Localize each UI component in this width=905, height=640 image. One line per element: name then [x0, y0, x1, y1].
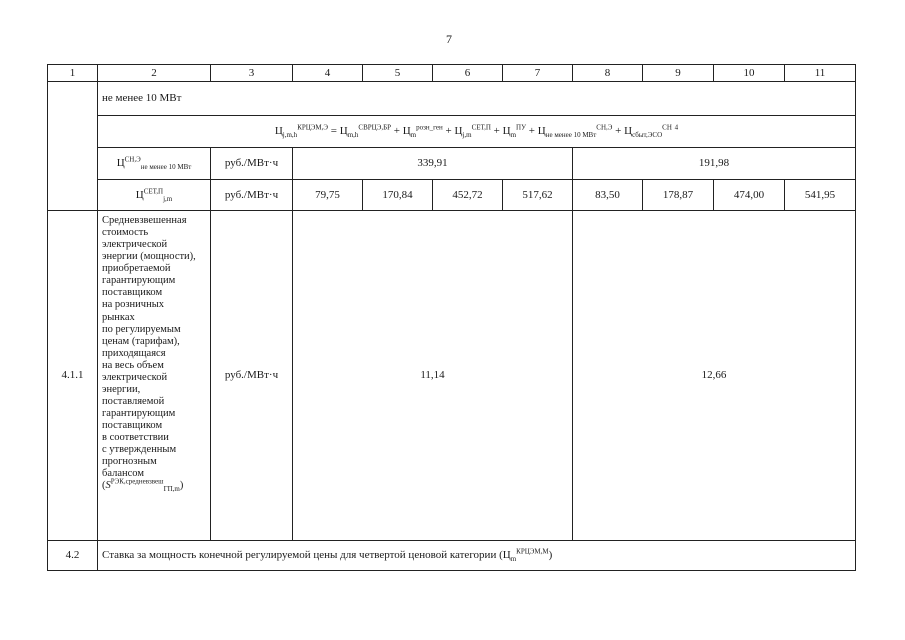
sn-unit: руб./МВт·ч: [211, 148, 293, 180]
row-value-b: 12,66: [573, 211, 856, 541]
page-number: 7: [446, 32, 452, 46]
col-header: 7: [503, 65, 573, 82]
col-header: 1: [48, 65, 98, 82]
footnote-marker: 4: [674, 123, 679, 132]
col-header: 4: [293, 65, 363, 82]
set-value: 474,00: [714, 180, 785, 211]
section-label: не менее 10 МВт: [98, 82, 856, 116]
set-symbol: $Ц^{СЕТ,П}_{j,m}$: [98, 180, 211, 211]
col-header: 3: [211, 65, 293, 82]
set-value: 170,84: [363, 180, 433, 211]
set-value: 541,95: [785, 180, 856, 211]
row-value-a: 11,14: [293, 211, 573, 541]
row-4-2-text: Ставка за мощность конечной регулируемой цены для четвертой ценовой категории $(Ц_m^{КРЦЭМ,М})$: [98, 541, 856, 571]
sn-value-b: 191,98: [573, 148, 856, 180]
set-value: 517,62: [503, 180, 573, 211]
column-number-row: [48, 65, 856, 82]
set-value: 83,50: [573, 180, 643, 211]
row-number: 4.2: [48, 541, 98, 571]
col-header: 8: [573, 65, 643, 82]
col-header: 2: [98, 65, 211, 82]
set-value: 452,72: [433, 180, 503, 211]
row-unit: руб./МВт·ч: [211, 211, 293, 541]
sn-value-a: 339,91: [293, 148, 573, 180]
col-header: 5: [363, 65, 433, 82]
formula-row: [48, 116, 856, 148]
row-4-1-1: [48, 211, 856, 541]
col-header: 9: [643, 65, 714, 82]
price-formula: $Ц_{j,m,h}^{КРЦЭМ,Э} = Ц_{m,h}^{СВРЦЭ,БР} + Ц_m^{розн\_ген} + Ц_{j,m}^{СЕТ,П} + Ц_m^{ПУ} + Ц_{не менее 10 МВт}^{СН,Э} + Ц_{сбыт,ЭСО}^{СН}$ $^4$: [98, 116, 856, 148]
set-row: [48, 180, 856, 211]
row-number: 4.1.1: [48, 211, 98, 541]
row-description: Средневзвешенная стоимость электрической энергии (мощности), приобретаемой гарантирующим поставщиком на розничных рынках по регулируемым ценам (тарифам), приходящаяся на весь объем электрической энергии, поставляемой гарантирующим поставщиком в соответствии с утвержденным прогнозным балансом $(S^{РЭК,средневзвеш}_{ГП,m})$: [98, 211, 211, 541]
empty-number-cell: [48, 82, 98, 211]
sn-row: [48, 148, 856, 180]
tariff-table: [47, 64, 856, 571]
sn-symbol: $Ц^{СН,Э}_{не менее 10 МВт}$: [98, 148, 211, 180]
set-value: 178,87: [643, 180, 714, 211]
col-header: 10: [714, 65, 785, 82]
col-header: 11: [785, 65, 856, 82]
set-value: 79,75: [293, 180, 363, 211]
set-unit: руб./МВт·ч: [211, 180, 293, 211]
description-formula: $(S^{РЭК,средневзвеш}_{ГП,m})$: [102, 477, 184, 494]
section-row: [48, 82, 856, 116]
row-4-2: [48, 541, 856, 571]
col-header: 6: [433, 65, 503, 82]
